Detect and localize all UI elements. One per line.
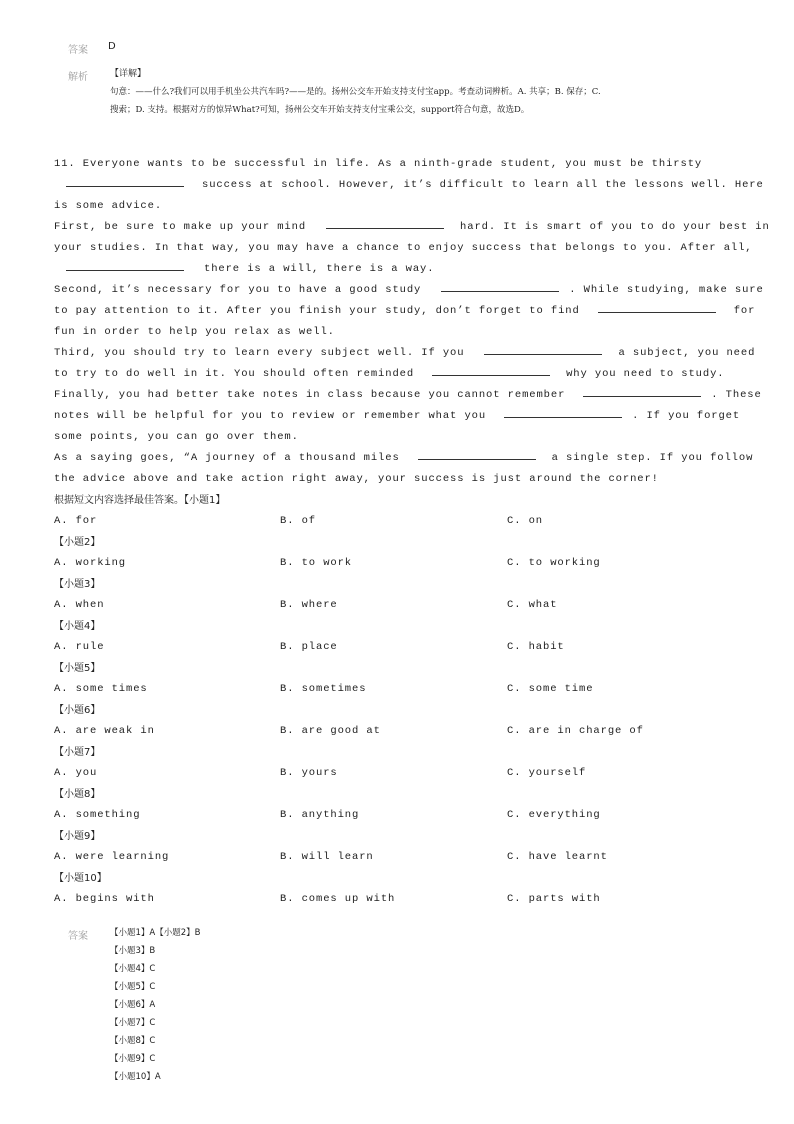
passage-line: As a saying goes, “A journey of a thousand miles a single step. If you follow bbox=[54, 448, 753, 469]
blank-1[interactable] bbox=[66, 176, 184, 187]
question-label: 【小题3】 bbox=[54, 579, 101, 590]
option-c[interactable]: C. have learnt bbox=[507, 851, 608, 863]
blank-2[interactable] bbox=[326, 218, 444, 229]
option-c[interactable]: C. on bbox=[507, 515, 544, 527]
answer-item: 【小题7】C bbox=[110, 1018, 156, 1028]
blank-8[interactable] bbox=[583, 386, 701, 397]
passage-line: is some advice. bbox=[54, 200, 163, 212]
answer-item: 【小题6】A bbox=[110, 1000, 156, 1010]
option-b[interactable]: B. yours bbox=[280, 767, 338, 779]
option-b[interactable]: B. anything bbox=[280, 809, 360, 821]
answer-item: 【小题5】C bbox=[110, 982, 156, 992]
option-b[interactable]: B. of bbox=[280, 515, 317, 527]
option-a[interactable]: A. are weak in bbox=[54, 725, 155, 737]
blank-7[interactable] bbox=[432, 365, 550, 376]
question-label: 【小题5】 bbox=[54, 663, 101, 674]
answer-item: 【小题8】C bbox=[110, 1036, 156, 1046]
option-c[interactable]: C. are in charge of bbox=[507, 725, 644, 737]
blank-5[interactable] bbox=[598, 302, 716, 313]
answer-item: 【小题4】C bbox=[110, 964, 156, 974]
answer-item: 【小题9】C bbox=[110, 1054, 156, 1064]
passage-line: some points, you can go over them. bbox=[54, 431, 299, 443]
option-c[interactable]: C. yourself bbox=[507, 767, 587, 779]
option-a[interactable]: A. were learning bbox=[54, 851, 170, 863]
blank-10[interactable] bbox=[418, 449, 536, 460]
passage-line: Finally, you had better take notes in class because you cannot remember . These bbox=[54, 385, 762, 406]
passage-line: notes will be helpful for you to review or remember what you . If you forget bbox=[54, 406, 740, 427]
option-a[interactable]: A. rule bbox=[54, 641, 105, 653]
passage-line: there is a will, there is a way. bbox=[66, 259, 434, 280]
option-a[interactable]: A. working bbox=[54, 557, 127, 569]
option-c[interactable]: C. parts with bbox=[507, 893, 601, 905]
detail-line-1: 句意：——什么?我们可以用手机坐公共汽车吗?——是的。扬州公交车开始支持支付宝app。考查动词辨析。A. 共享；B. 保存；C. bbox=[110, 87, 601, 97]
passage-line: 11. Everyone wants to be successful in life. As a ninth-grade student, you must be thirsty bbox=[54, 158, 703, 170]
passage-line: Second, it’s necessary for you to have a good study . While studying, make sure bbox=[54, 280, 764, 301]
option-a[interactable]: A. something bbox=[54, 809, 141, 821]
option-c[interactable]: C. some time bbox=[507, 683, 594, 695]
passage-line: Third, you should try to learn every subject well. If you a subject, you need bbox=[54, 343, 755, 364]
passage-line: First, be sure to make up your mind hard. It is smart of you to do your best in bbox=[54, 217, 770, 238]
option-b[interactable]: B. sometimes bbox=[280, 683, 367, 695]
option-a[interactable]: A. you bbox=[54, 767, 98, 779]
option-b[interactable]: B. comes up with bbox=[280, 893, 396, 905]
blank-4[interactable] bbox=[441, 281, 559, 292]
answer-item: 【小题10】A bbox=[110, 1072, 161, 1082]
blank-6[interactable] bbox=[484, 344, 602, 355]
instruction: 根据短文内容选择最佳答案。【小题1】 bbox=[54, 495, 226, 506]
blank-9[interactable] bbox=[504, 407, 622, 418]
option-a[interactable]: A. some times bbox=[54, 683, 148, 695]
option-b[interactable]: B. to work bbox=[280, 557, 353, 569]
option-c[interactable]: C. habit bbox=[507, 641, 565, 653]
analysis-label: 解析 bbox=[68, 72, 88, 83]
option-b[interactable]: B. will learn bbox=[280, 851, 374, 863]
option-a[interactable]: A. for bbox=[54, 515, 98, 527]
detail-line-2: 搜索；D. 支持。根据对方的惊异What?可知，扬州公交车开始支持支付宝乘公交，support符合句意，故选D。 bbox=[110, 105, 530, 115]
answer-label: 答案 bbox=[68, 45, 88, 56]
option-c[interactable]: C. what bbox=[507, 599, 558, 611]
passage-line: to try to do well in it. You should often reminded why you need to study. bbox=[54, 364, 725, 385]
option-b[interactable]: B. place bbox=[280, 641, 338, 653]
option-b[interactable]: B. where bbox=[280, 599, 338, 611]
answer-item: 【小题3】B bbox=[110, 946, 156, 956]
question-label: 【小题9】 bbox=[54, 831, 101, 842]
answer-item: 【小题1】A【小题2】B bbox=[110, 928, 201, 938]
answer-value: D bbox=[108, 41, 116, 52]
passage-line: the advice above and take action right away, your success is just around the corner! bbox=[54, 473, 659, 485]
option-a[interactable]: A. when bbox=[54, 599, 105, 611]
detail-tag: 【详解】 bbox=[110, 69, 147, 79]
question-label: 【小题2】 bbox=[54, 537, 101, 548]
option-b[interactable]: B. are good at bbox=[280, 725, 381, 737]
question-label: 【小题7】 bbox=[54, 747, 101, 758]
question-label: 【小题10】 bbox=[54, 873, 107, 884]
question-label: 【小题8】 bbox=[54, 789, 101, 800]
option-c[interactable]: C. to working bbox=[507, 557, 601, 569]
passage-line: success at school. However, it’s difficult to learn all the lessons well. Here bbox=[66, 175, 764, 196]
option-a[interactable]: A. begins with bbox=[54, 893, 155, 905]
passage-line: fun in order to help you relax as well. bbox=[54, 326, 335, 338]
question-label: 【小题4】 bbox=[54, 621, 101, 632]
option-c[interactable]: C. everything bbox=[507, 809, 601, 821]
question-label: 【小题6】 bbox=[54, 705, 101, 716]
passage-line: to pay attention to it. After you finish your study, don’t forget to find for bbox=[54, 301, 755, 322]
answers-label: 答案 bbox=[68, 931, 88, 942]
blank-3[interactable] bbox=[66, 260, 184, 271]
passage-line: your studies. In that way, you may have a chance to enjoy success that belongs to you. After all, bbox=[54, 242, 753, 254]
